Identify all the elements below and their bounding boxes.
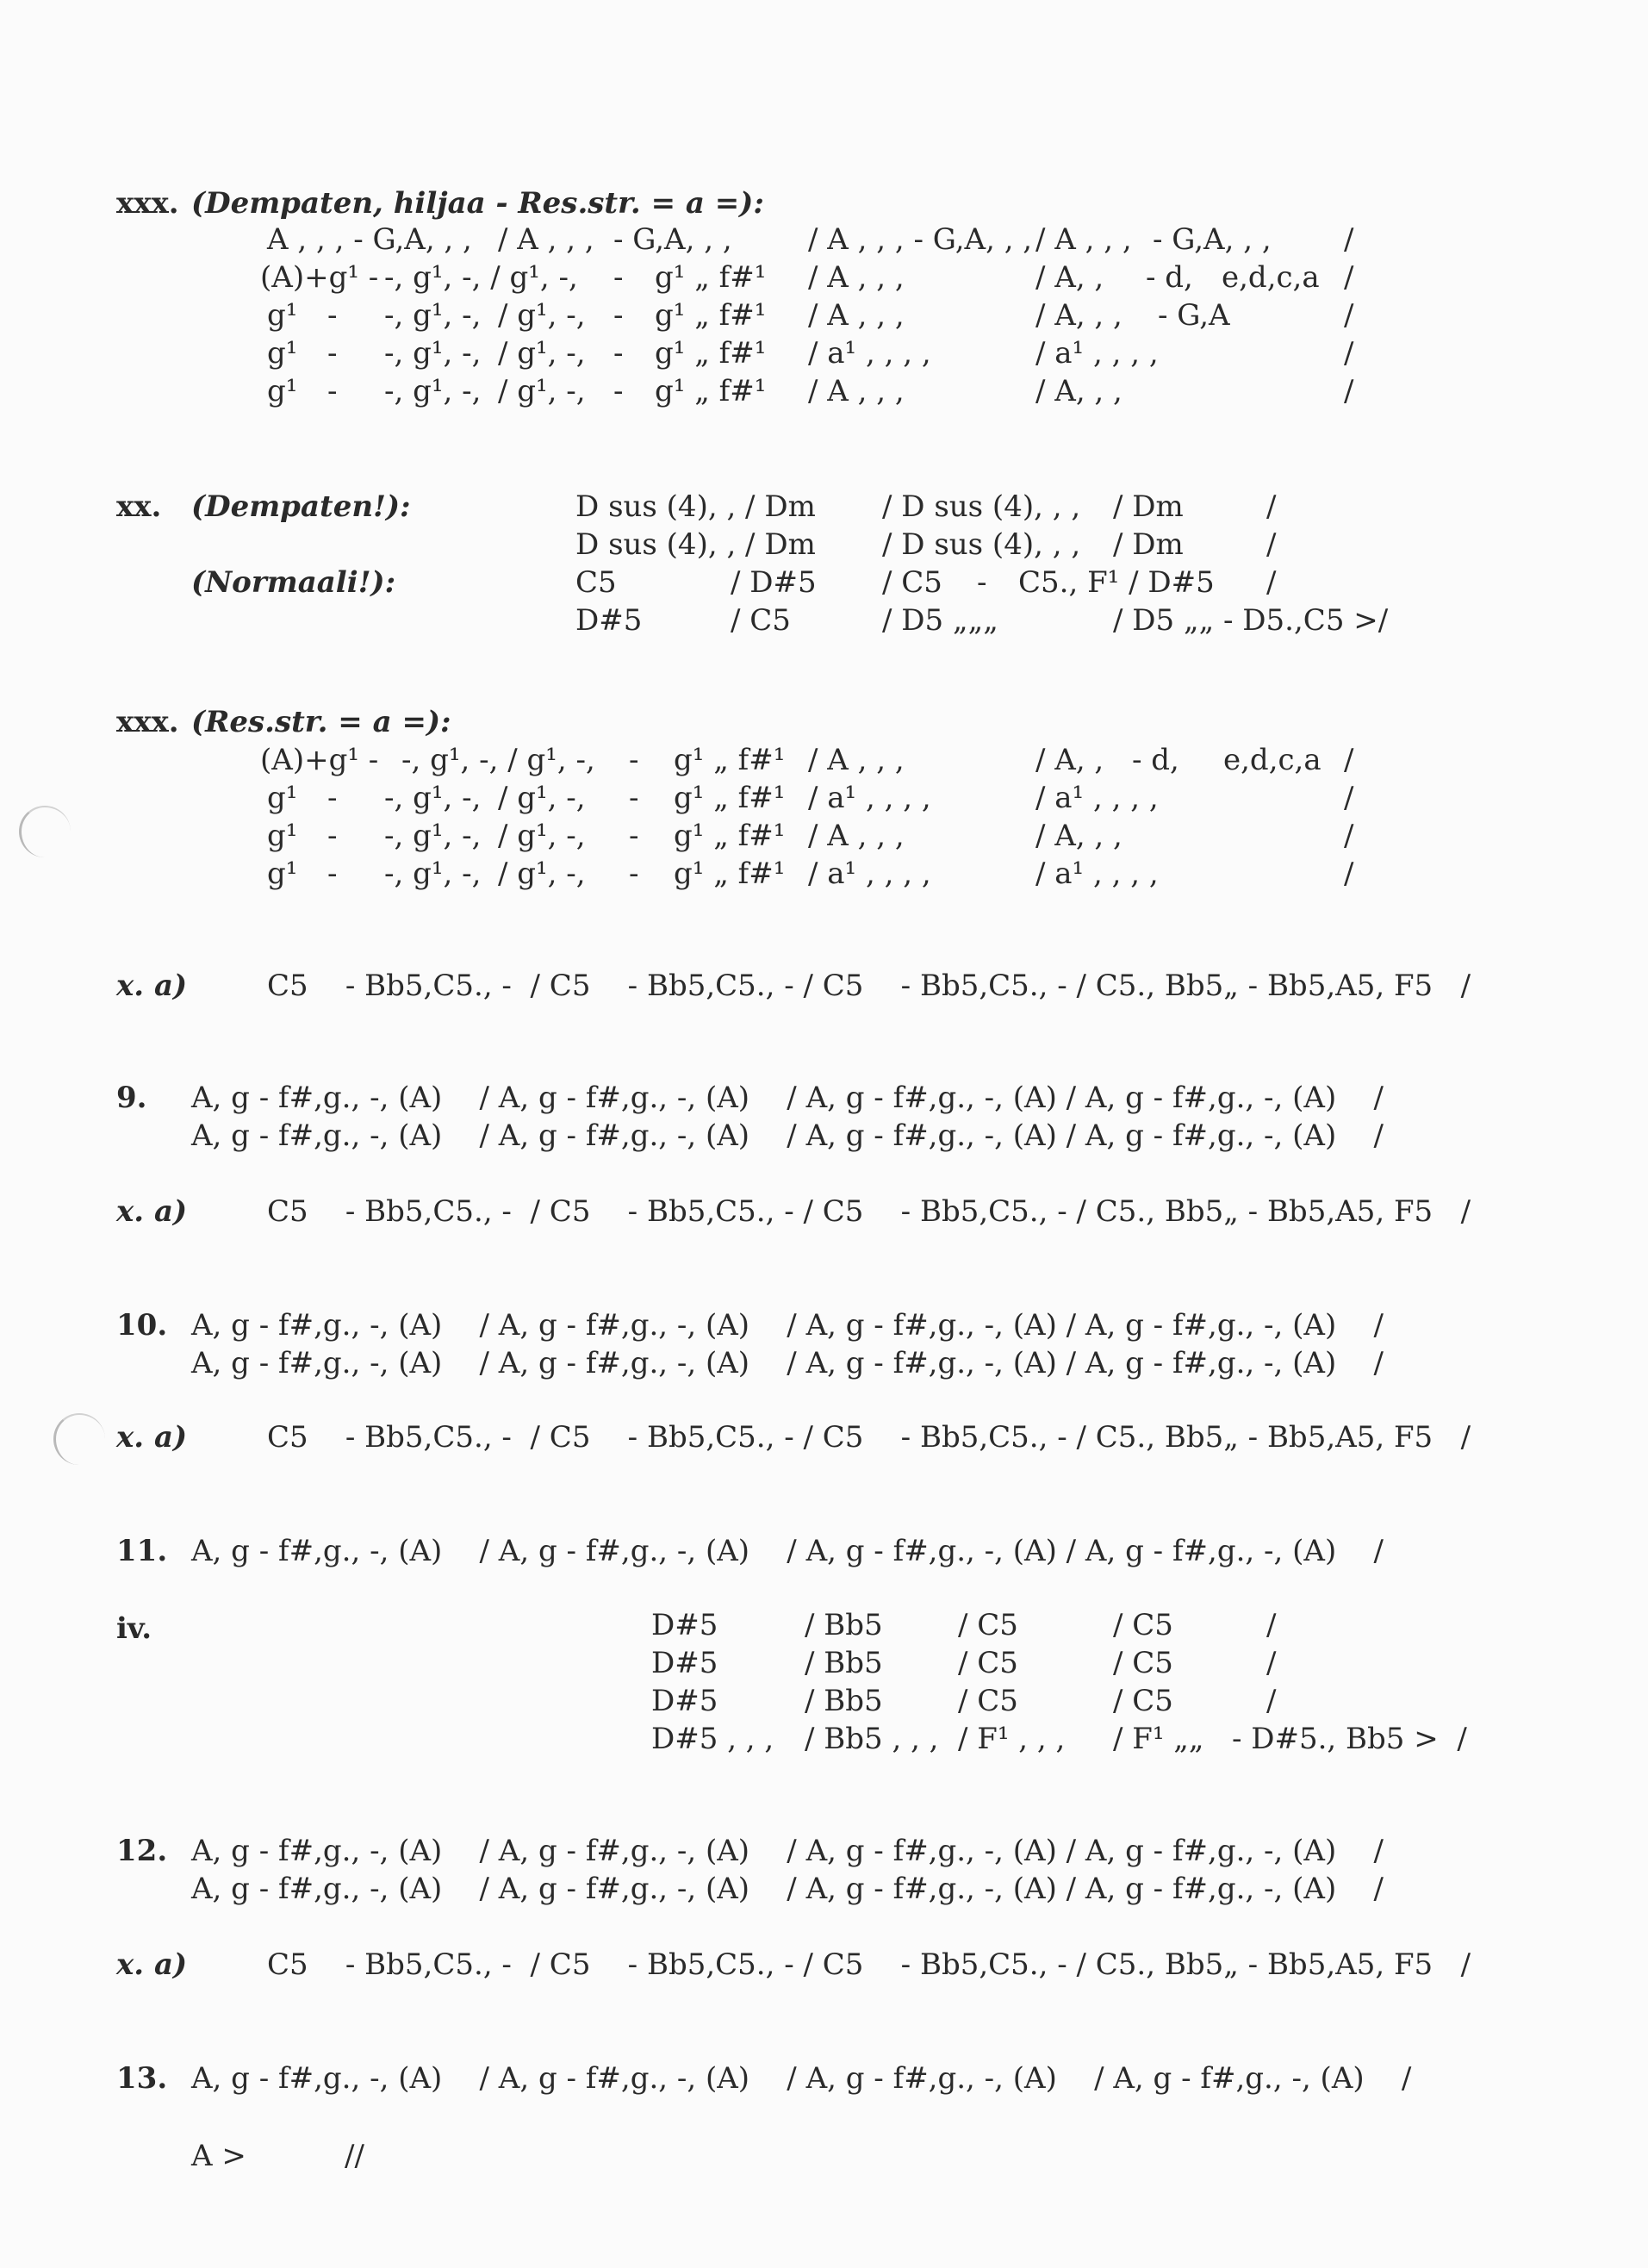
cell: / Bb5 xyxy=(805,1646,883,1680)
cell: / C5 xyxy=(958,1646,1018,1680)
section-label: xxx. xyxy=(116,186,179,221)
cell: C5 xyxy=(575,565,617,600)
cell: / xyxy=(1344,374,1354,408)
xa-label: x. a) xyxy=(116,1420,188,1455)
section-header: (Dempaten, hiljaa - Res.str. = a =): xyxy=(191,186,764,221)
cell: / A, , , xyxy=(1035,374,1123,408)
section-header: (Res.str. = a =): xyxy=(191,705,451,739)
cell: / A, , , xyxy=(1035,298,1123,333)
cell: / A , , , xyxy=(808,374,905,408)
cell: - d, xyxy=(1132,743,1179,777)
cell: - G,A xyxy=(1158,298,1230,333)
cell: A , , , - G,A, , , xyxy=(267,222,472,257)
cell: / C5 xyxy=(1113,1684,1173,1718)
cell: / C5 xyxy=(731,603,791,638)
verse-line: A, g - f#,g., -, (A) / A, g - f#,g., -, (A) / A, g - f#,g., -, (A) / A, g - f#,g., -, (A) / xyxy=(191,1118,1384,1153)
cell: (A)+g¹ - xyxy=(260,743,379,777)
section-label: iv. xyxy=(116,1611,152,1646)
cell: / a¹ , , , , xyxy=(1035,781,1159,815)
cell: / A , , , - G,A, , , xyxy=(808,222,1033,257)
cell: / A , , , xyxy=(808,260,905,295)
cell: / D sus (4), , , xyxy=(882,527,1081,562)
verse-line: A, g - f#,g., -, (A) / A, g - f#,g., -, (A) / A, g - f#,g., -, (A) / A, g - f#,g., -, (A) / xyxy=(191,1534,1384,1568)
cell: g¹ „ f#¹ xyxy=(655,298,767,333)
cell: g¹ xyxy=(267,374,298,408)
cell: / a¹ , , , , xyxy=(1035,857,1159,891)
cell: / A , , , xyxy=(1035,222,1132,257)
cell: g¹ „ f#¹ xyxy=(655,260,767,295)
cell: - xyxy=(629,743,639,777)
cell: - xyxy=(613,260,624,295)
cell: / xyxy=(1344,781,1354,815)
cell: / xyxy=(1344,743,1354,777)
cell: -, g¹, -, xyxy=(384,298,482,333)
cell: / g¹, -, xyxy=(498,781,586,815)
cell: / Dm xyxy=(1113,527,1184,562)
cell: / D5 „„„ xyxy=(882,603,998,638)
xa-label: x. a) xyxy=(116,1194,188,1229)
cell: / Dm xyxy=(1113,489,1184,524)
cell: g¹ xyxy=(267,781,298,815)
verse-line: A, g - f#,g., -, (A) / A, g - f#,g., -, (A) / A, g - f#,g., -, (A) / A, g - f#,g., -, (A) / xyxy=(191,1346,1384,1380)
cell: / xyxy=(1344,260,1354,295)
cell: -, g¹, -, xyxy=(384,336,482,371)
cell: (A)+g¹ - xyxy=(260,260,379,295)
verse-number: 11. xyxy=(116,1534,168,1568)
xa-label: x. a) xyxy=(116,969,188,1003)
section-header: (Dempaten!): xyxy=(191,489,411,524)
cell: D#5 xyxy=(651,1608,718,1642)
cell: - d, xyxy=(1146,260,1193,295)
verse-line: A, g - f#,g., -, (A) / A, g - f#,g., -, (A) / A, g - f#,g., -, (A) / A, g - f#,g., -, (A) / xyxy=(191,1872,1384,1906)
punch-hole xyxy=(53,1413,105,1465)
cell: / Bb5 xyxy=(805,1684,883,1718)
verse-number: 13. xyxy=(116,2061,168,2096)
xa-label: x. a) xyxy=(116,1947,188,1982)
cell: / F¹ , , , xyxy=(958,1722,1066,1756)
cell: / C5 xyxy=(958,1684,1018,1718)
cell: - xyxy=(327,374,338,408)
cell: / xyxy=(1266,527,1277,562)
cell: - xyxy=(327,781,338,815)
cell: / g¹, -, xyxy=(498,336,586,371)
verse-line: A, g - f#,g., -, (A) / A, g - f#,g., -, (A) / A, g - f#,g., -, (A) / A, g - f#,g., -, (A) / xyxy=(191,1834,1384,1868)
cell: - xyxy=(629,819,639,853)
cell: D#5 xyxy=(575,603,643,638)
cell: / Bb5 , , , xyxy=(805,1722,939,1756)
cell: e,d,c,a xyxy=(1222,260,1320,295)
cell: g¹ „ f#¹ xyxy=(655,336,767,371)
cell: / a¹ , , , , xyxy=(808,336,931,371)
verse-line: A, g - f#,g., -, (A) / A, g - f#,g., -, (A) / A, g - f#,g., -, (A) / A, g - f#,g., -, (A) / xyxy=(191,2061,1412,2096)
cell: g¹ „ f#¹ xyxy=(674,819,786,853)
cell: / xyxy=(1266,565,1277,600)
cell: g¹ „ f#¹ xyxy=(674,781,786,815)
cell: / g¹, -, xyxy=(498,857,586,891)
cell: / A, , , xyxy=(1035,819,1123,853)
cell: e,d,c,a xyxy=(1223,743,1322,777)
cell: -, g¹, -, xyxy=(384,819,482,853)
cell: - xyxy=(977,565,987,600)
xa-line: C5 - Bb5,C5., - / C5 - Bb5,C5., - / C5 - Bb5,C5., - / C5., Bb5„ - Bb5,A5, F5 / xyxy=(267,1947,1471,1982)
section-header: (Normaali!): xyxy=(191,565,396,600)
cell: D#5 , , , xyxy=(651,1722,774,1756)
cell: / A , , , xyxy=(808,743,905,777)
punch-hole xyxy=(19,806,71,857)
verse-number: 9. xyxy=(116,1081,147,1115)
cell: - xyxy=(629,781,639,815)
cell: / a¹ , , , , xyxy=(1035,336,1159,371)
cell: / C5 xyxy=(958,1608,1018,1642)
cell: / xyxy=(1344,857,1354,891)
cell: / g¹, -, xyxy=(498,374,586,408)
cell: g¹ „ f#¹ xyxy=(655,374,767,408)
cell: - xyxy=(327,336,338,371)
cell: / D#5 xyxy=(731,565,817,600)
section-label: xx. xyxy=(116,489,162,524)
cell: g¹ xyxy=(267,336,298,371)
cell: - xyxy=(613,336,624,371)
cell: / C5 xyxy=(1113,1608,1173,1642)
cell: / xyxy=(1266,1684,1277,1718)
cell: / A , , , xyxy=(808,819,905,853)
verse-number: 10. xyxy=(116,1308,168,1343)
cell: / xyxy=(1344,336,1354,371)
cell: -, g¹, -, / g¹, -, xyxy=(384,260,578,295)
cell: - G,A, , , xyxy=(613,222,732,257)
cell: -, g¹, -, xyxy=(384,781,482,815)
cell: / A, , xyxy=(1035,743,1104,777)
cell: / Bb5 xyxy=(805,1608,883,1642)
xa-line: C5 - Bb5,C5., - / C5 - Bb5,C5., - / C5 - Bb5,C5., - / C5., Bb5„ - Bb5,A5, F5 / xyxy=(267,1420,1471,1455)
cell: / A , , , xyxy=(498,222,594,257)
cell: g¹ xyxy=(267,857,298,891)
cell: / xyxy=(1344,819,1354,853)
verse-number: 12. xyxy=(116,1834,168,1868)
cell: / xyxy=(1344,222,1354,257)
cell: -, g¹, -, xyxy=(384,857,482,891)
cell: - xyxy=(327,298,338,333)
cell: / A , , , xyxy=(808,298,905,333)
cell: - xyxy=(327,857,338,891)
cell: - xyxy=(629,857,639,891)
cell: / a¹ , , , , xyxy=(808,781,931,815)
verse-line: A, g - f#,g., -, (A) / A, g - f#,g., -, (A) / A, g - f#,g., -, (A) / A, g - f#,g., -, (A) / xyxy=(191,1308,1384,1343)
ending-a: A > xyxy=(191,2139,246,2173)
cell: / F¹ „„ - D#5., Bb5 > / xyxy=(1113,1722,1467,1756)
cell: / xyxy=(1266,1646,1277,1680)
cell: / g¹, -, xyxy=(498,819,586,853)
cell: / C5 xyxy=(1113,1646,1173,1680)
xa-line: C5 - Bb5,C5., - / C5 - Bb5,C5., - / C5 - Bb5,C5., - / C5., Bb5„ - Bb5,A5, F5 / xyxy=(267,1194,1471,1229)
cell: D sus (4), , / Dm xyxy=(575,489,816,524)
cell: g¹ xyxy=(267,298,298,333)
ending-double-bar: // xyxy=(345,2139,364,2173)
cell: D#5 xyxy=(651,1646,718,1680)
cell: - xyxy=(613,298,624,333)
cell: D sus (4), , / Dm xyxy=(575,527,816,562)
cell: / D5 „„ - D5.,C5 >/ xyxy=(1113,603,1389,638)
cell: / A, , xyxy=(1035,260,1104,295)
cell: -, g¹, -, / g¹, -, xyxy=(401,743,595,777)
cell: / xyxy=(1344,298,1354,333)
cell: C5., F¹ / D#5 xyxy=(1018,565,1215,600)
cell: / g¹, -, xyxy=(498,298,586,333)
verse-line: A, g - f#,g., -, (A) / A, g - f#,g., -, (A) / A, g - f#,g., -, (A) / A, g - f#,g., -, (A) / xyxy=(191,1081,1384,1115)
section-label: xxx. xyxy=(116,705,179,739)
cell: - xyxy=(613,374,624,408)
cell: / xyxy=(1266,1608,1277,1642)
cell: g¹ „ f#¹ xyxy=(674,857,786,891)
cell: g¹ xyxy=(267,819,298,853)
xa-line: C5 - Bb5,C5., - / C5 - Bb5,C5., - / C5 - Bb5,C5., - / C5., Bb5„ - Bb5,A5, F5 / xyxy=(267,969,1471,1003)
cell: - xyxy=(327,819,338,853)
cell: / xyxy=(1266,489,1277,524)
cell: / a¹ , , , , xyxy=(808,857,931,891)
cell: -, g¹, -, xyxy=(384,374,482,408)
cell: / D sus (4), , , xyxy=(882,489,1081,524)
cell: D#5 xyxy=(651,1684,718,1718)
cell: / C5 xyxy=(882,565,942,600)
cell: g¹ „ f#¹ xyxy=(674,743,786,777)
cell: - G,A, , , xyxy=(1153,222,1272,257)
